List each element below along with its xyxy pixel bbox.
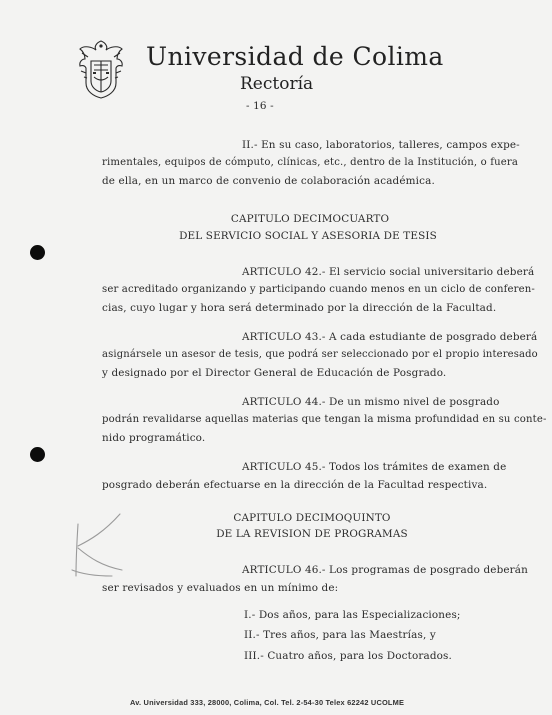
list-item-II: II.- Tres años, para las Maestrías, y xyxy=(244,629,436,641)
punch-hole-top xyxy=(30,245,45,260)
article-44-line-2: podrán revalidarse aquellas materias que tengan la misma profundidad en su conte- xyxy=(102,414,547,425)
article-45-line-1: ARTICULO 45.- Todos los trámites de examen de xyxy=(242,461,507,473)
article-42-line-3: cias, cuyo lugar y hora será determinado por la dirección de la Facultad. xyxy=(102,302,497,314)
footer-address: Av. Universidad 333, 28000, Colima, Col. Tel. 2-54-30 Telex 62242 UCOLME xyxy=(130,698,405,707)
institution-name: Universidad de Colima xyxy=(146,42,444,71)
article-45-line-2: posgrado deberán efectuarse en la dirección de la Facultad respectiva. xyxy=(102,479,488,491)
item-II-line-3: de ella, en un marco de convenio de colaboración académica. xyxy=(102,175,435,187)
article-43-line-3: y designado por el Director General de Educación de Posgrado. xyxy=(102,367,447,379)
article-43-line-2: asignársele un asesor de tesis, que podrá ser seleccionado por el propio interesado xyxy=(102,349,538,360)
article-46-line-1: ARTICULO 46.- Los programas de posgrado deberán xyxy=(242,564,528,576)
page-number: - 16 - xyxy=(246,100,274,112)
chapter-15-title: CAPITULO DECIMOQUINTO xyxy=(233,512,391,524)
item-II-line-2: rimentales, equipos de cómputo, clínicas, etc., dentro de la Institución, o fuera xyxy=(102,157,519,168)
item-II-line-1: II.- En su caso, laboratorios, talleres, campos expe- xyxy=(242,139,520,151)
list-item-III: III.- Cuatro años, para los Doctorados. xyxy=(244,650,452,662)
punch-hole-bottom xyxy=(30,447,45,462)
list-item-I: I.- Dos años, para las Especializaciones; xyxy=(244,609,461,621)
chapter-14-title: CAPITULO DECIMOCUARTO xyxy=(230,213,390,225)
article-42-line-2: ser acreditado organizando y participando cuando menos en un ciclo de conferen- xyxy=(102,284,535,295)
chapter-15-subtitle: DE LA REVISION DE PROGRAMAS xyxy=(216,528,408,540)
article-42-line-1: ARTICULO 42.- El servicio social universitario deberá xyxy=(242,266,535,278)
article-44-line-1: ARTICULO 44.- De un mismo nivel de posgrado xyxy=(242,396,500,408)
article-46-line-2: ser revisados y evaluados en un mínimo de: xyxy=(102,582,339,594)
office-name: Rectoría xyxy=(240,74,314,94)
article-44-line-3: nido programático. xyxy=(102,432,206,444)
handwritten-mark xyxy=(56,510,126,582)
article-43-line-1: ARTICULO 43.- A cada estudiante de posgrado deberá xyxy=(242,331,538,343)
university-seal-icon xyxy=(76,37,126,101)
chapter-14-subtitle: DEL SERVICIO SOCIAL Y ASESORIA DE TESIS xyxy=(179,230,437,242)
